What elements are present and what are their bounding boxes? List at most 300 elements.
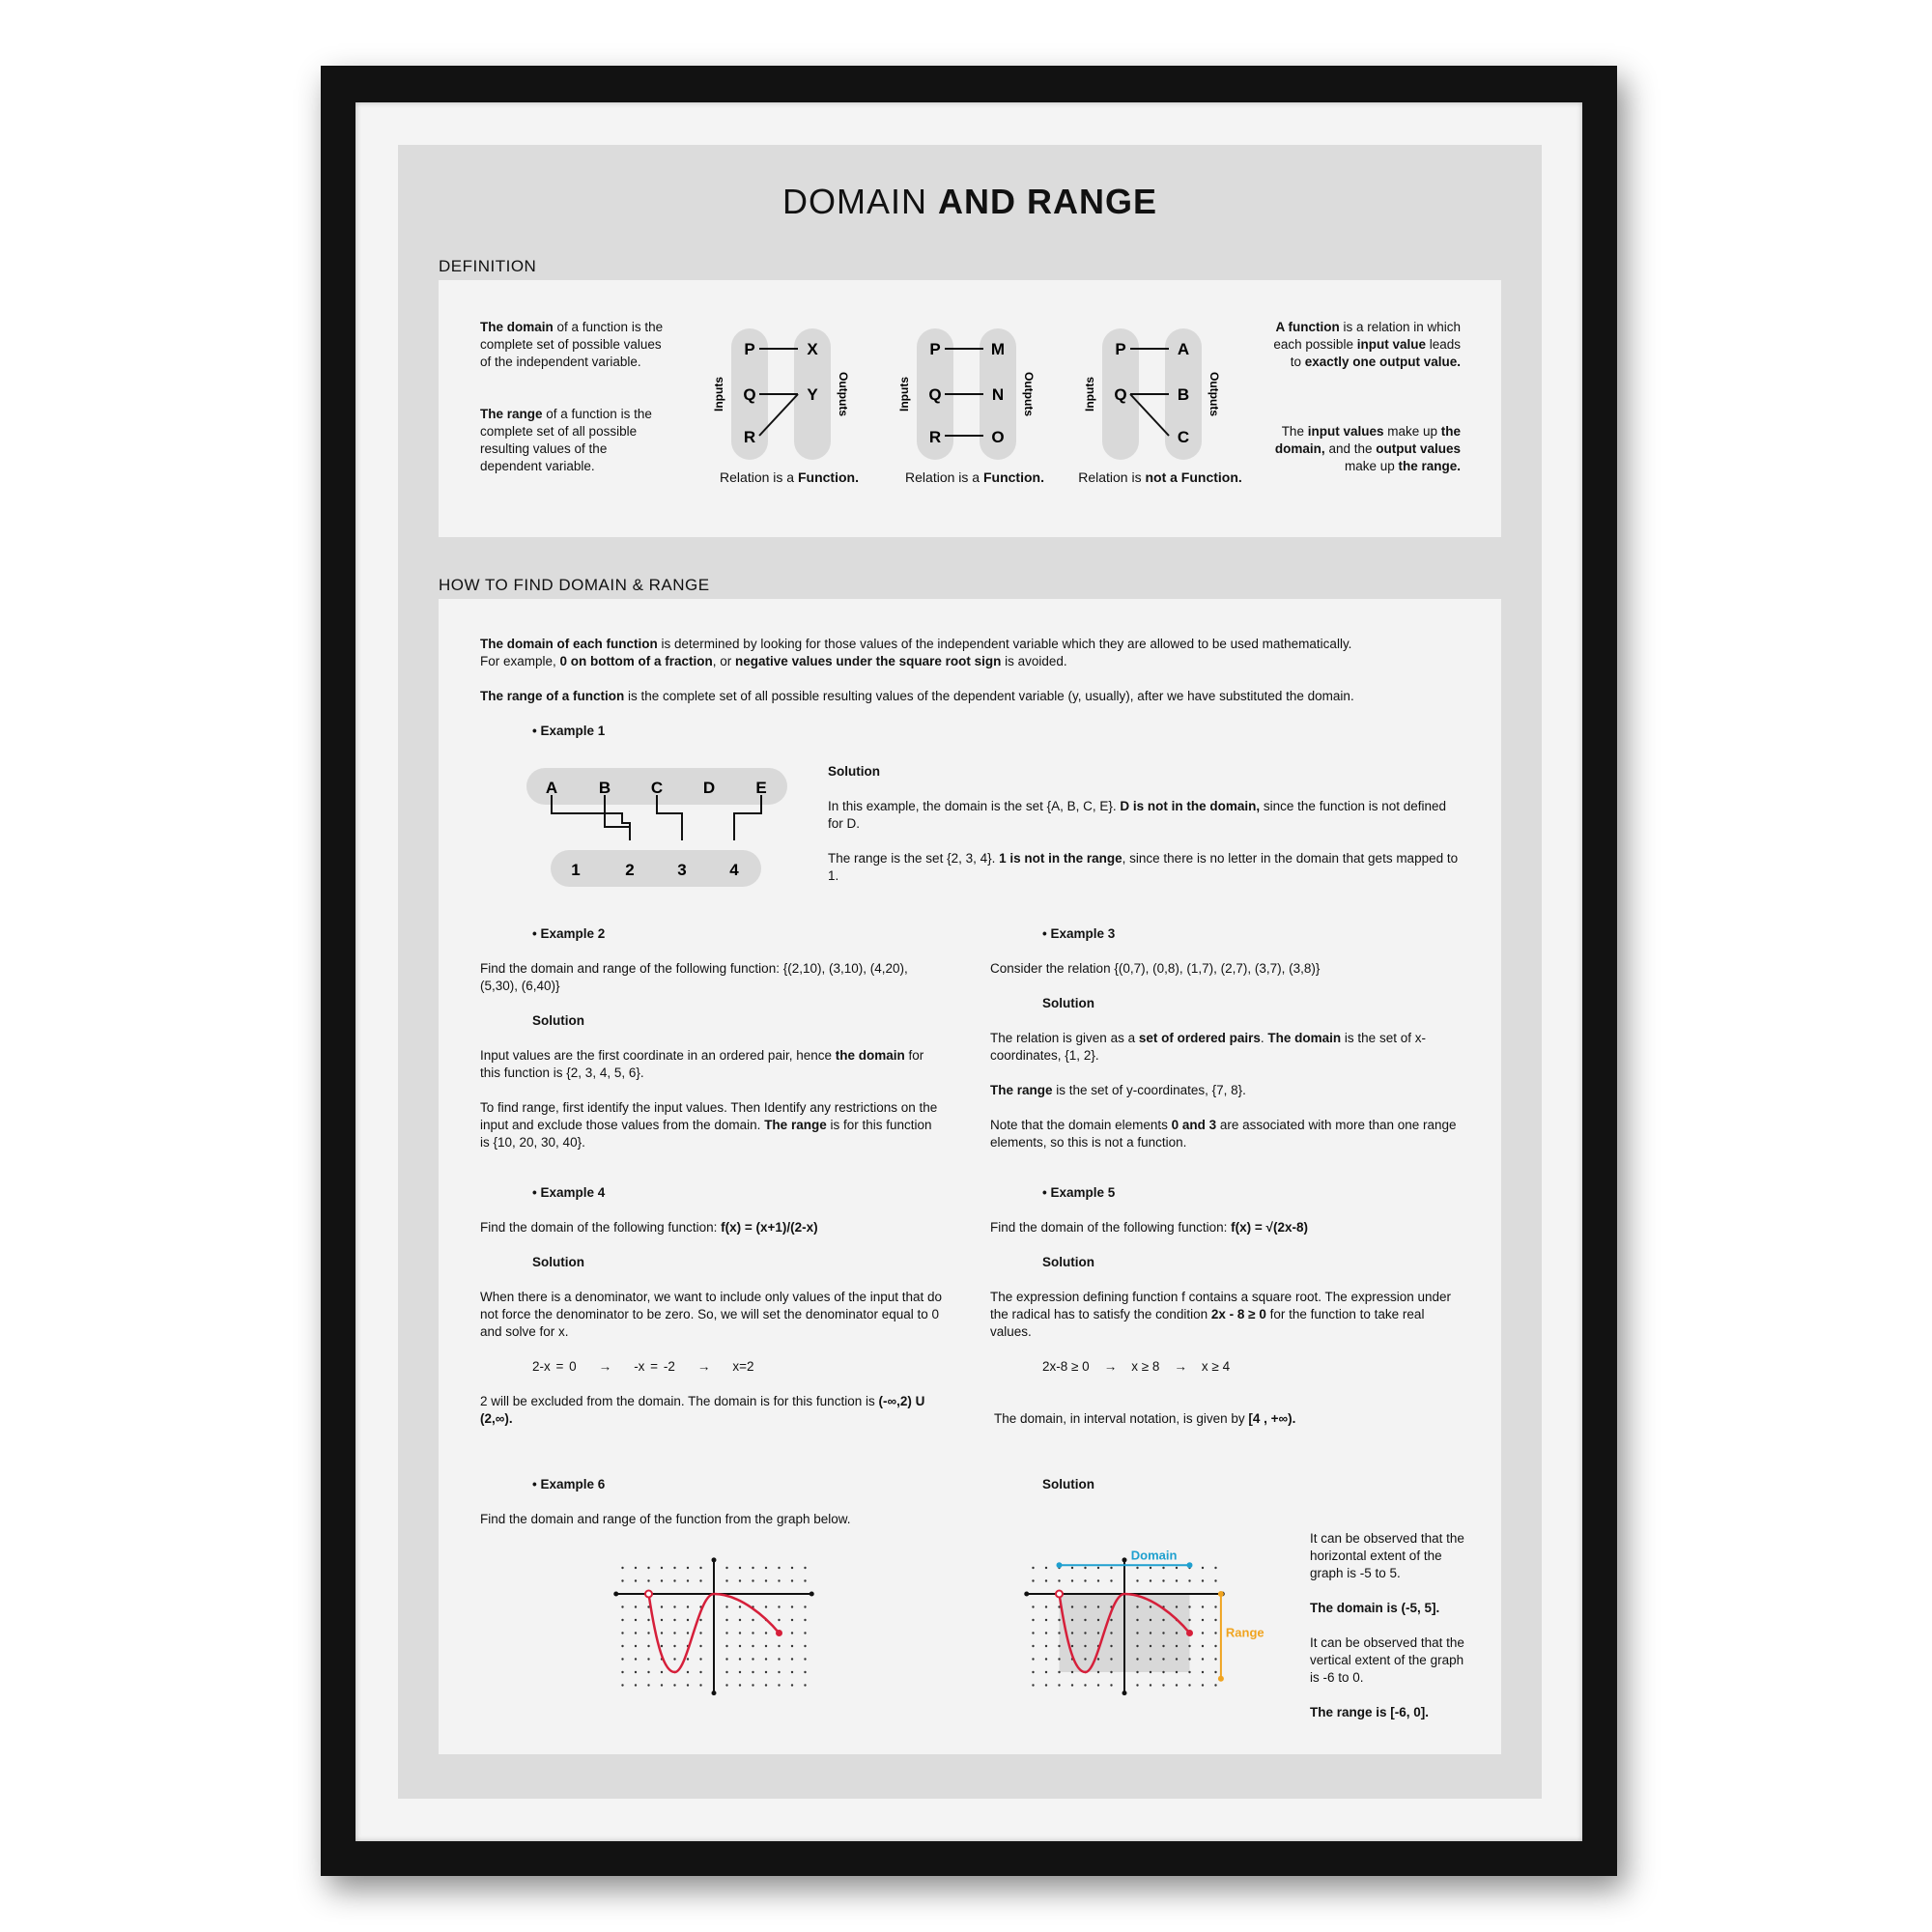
closed-endpoint bbox=[776, 1630, 782, 1636]
grid-dot bbox=[687, 1567, 689, 1569]
grid-dot bbox=[1214, 1671, 1216, 1673]
ex1-letter-c: C bbox=[650, 779, 664, 797]
example-5-solution-p2: The domain, in interval notation, is given by [4 , +∞). bbox=[994, 1411, 1296, 1426]
grid-dot bbox=[1032, 1658, 1034, 1660]
grid-dot bbox=[725, 1619, 727, 1621]
grid-dot bbox=[1150, 1605, 1151, 1607]
example-2-question: Find the domain and range of the following function: {(2,10), (3,10), (4,20), (5,30), (6,40)} bbox=[480, 961, 908, 993]
grid-dot bbox=[635, 1645, 637, 1647]
domain-label: Domain bbox=[1130, 1548, 1178, 1563]
grid-dot bbox=[778, 1658, 780, 1660]
domain-endpoint bbox=[1187, 1562, 1193, 1568]
grid-dot bbox=[699, 1567, 701, 1569]
example-5-label: • Example 5 bbox=[1042, 1185, 1116, 1200]
d3-outputs-label: Outputs bbox=[1208, 372, 1221, 416]
grid-dot bbox=[1150, 1671, 1151, 1673]
grid-dot bbox=[765, 1671, 767, 1673]
grid-dot bbox=[1176, 1684, 1178, 1686]
grid-dot bbox=[661, 1671, 663, 1673]
grid-dot bbox=[1136, 1567, 1138, 1569]
grid-dot bbox=[1084, 1619, 1086, 1621]
ex1-number-2: 2 bbox=[625, 861, 635, 879]
ex1-number-1: 1 bbox=[571, 861, 581, 879]
grid-dot bbox=[687, 1605, 689, 1607]
grid-dot bbox=[1150, 1632, 1151, 1634]
example-5-steps: 2x-8 ≥ 0 → x ≥ 8 → x ≥ 4 bbox=[1042, 1359, 1231, 1374]
grid-dot bbox=[661, 1619, 663, 1621]
grid-dot bbox=[1162, 1632, 1164, 1634]
d3-caption: Relation is not a Function. bbox=[1078, 469, 1242, 485]
example-3-solution-label: Solution bbox=[1042, 996, 1094, 1010]
grid-dot bbox=[752, 1684, 753, 1686]
grid-dot bbox=[1202, 1605, 1204, 1607]
grid-dot bbox=[635, 1605, 637, 1607]
input-output-note: The input values make up the domain, and the output values make up the range. bbox=[1274, 424, 1461, 473]
example-3-label: • Example 3 bbox=[1042, 926, 1116, 941]
range-endpoint bbox=[1218, 1676, 1224, 1682]
grid-dot bbox=[1162, 1684, 1164, 1686]
example-4-question: Find the domain of the following function: f(x) = (x+1)/(2-x) bbox=[480, 1220, 818, 1235]
grid-dot bbox=[752, 1658, 753, 1660]
grid-dot bbox=[1097, 1632, 1099, 1634]
range-endpoint bbox=[1218, 1591, 1224, 1597]
grid-dot bbox=[804, 1684, 806, 1686]
grid-dot bbox=[635, 1671, 637, 1673]
grid-dot bbox=[647, 1658, 649, 1660]
grid-dot bbox=[1110, 1671, 1112, 1673]
example-3-solution-p3: Note that the domain elements 0 and 3 are associated with more than one range elements, so this is not a function. bbox=[990, 1118, 1457, 1150]
grid-dot bbox=[661, 1645, 663, 1647]
example-4-steps: 2-x = 0 → -x = -2 → x=2 bbox=[532, 1359, 754, 1374]
grid-dot bbox=[1150, 1619, 1151, 1621]
grid-dot bbox=[739, 1605, 741, 1607]
grid-dot bbox=[1150, 1567, 1151, 1569]
d3-input-0: P bbox=[1115, 340, 1126, 358]
grid-dot bbox=[1162, 1671, 1164, 1673]
grid-dot bbox=[1097, 1684, 1099, 1686]
d2-output-1: N bbox=[991, 385, 1005, 404]
example-1-label: • Example 1 bbox=[532, 724, 606, 738]
d1-output-0: X bbox=[807, 340, 818, 358]
grid-dot bbox=[791, 1619, 793, 1621]
closed-endpoint bbox=[1186, 1630, 1193, 1636]
grid-dot bbox=[1176, 1645, 1178, 1647]
grid-dot bbox=[1214, 1605, 1216, 1607]
grid-dot bbox=[1176, 1632, 1178, 1634]
grid-dot bbox=[621, 1605, 623, 1607]
grid-dot bbox=[1136, 1619, 1138, 1621]
grid-dot bbox=[1084, 1658, 1086, 1660]
poster bbox=[398, 145, 1542, 1799]
x-axis-end bbox=[810, 1592, 814, 1597]
y-axis-end bbox=[712, 1557, 717, 1562]
grid-dot bbox=[765, 1645, 767, 1647]
grid-dot bbox=[725, 1579, 727, 1581]
grid-dot bbox=[1058, 1619, 1060, 1621]
example-6-graph bbox=[583, 1526, 854, 1729]
example-6-solution-label: Solution bbox=[1042, 1477, 1094, 1492]
grid-dot bbox=[791, 1567, 793, 1569]
example-6-solution-p4: The range is [-6, 0]. bbox=[1310, 1705, 1430, 1719]
grid-dot bbox=[1150, 1658, 1151, 1660]
example-6-question: Find the domain and range of the function from the graph below. bbox=[480, 1512, 851, 1526]
grid-dot bbox=[1032, 1684, 1034, 1686]
grid-dot bbox=[673, 1684, 675, 1686]
example-2-solution-label: Solution bbox=[532, 1013, 584, 1028]
grid-dot bbox=[739, 1567, 741, 1569]
grid-dot bbox=[1097, 1619, 1099, 1621]
grid-dot bbox=[1110, 1619, 1112, 1621]
grid-dot bbox=[1045, 1671, 1047, 1673]
grid-dot bbox=[647, 1632, 649, 1634]
grid-dot bbox=[765, 1632, 767, 1634]
example-2-solution-p2: To find range, first identify the input values. Then Identify any restrictions on the input and exclude those values from the domain. The range is for this function is {10, 20, 30, 40}. bbox=[480, 1100, 938, 1150]
function-definition: A function is a relation in which each possible input value leads to exactly one output value. bbox=[1273, 320, 1461, 369]
grid-dot bbox=[1214, 1645, 1216, 1647]
grid-dot bbox=[1032, 1632, 1034, 1634]
poster-title: DOMAIN AND RANGE bbox=[781, 182, 1158, 221]
d3-output-0: A bbox=[1177, 340, 1190, 358]
grid-dot bbox=[739, 1684, 741, 1686]
grid-dot bbox=[635, 1619, 637, 1621]
grid-dot bbox=[1188, 1645, 1190, 1647]
grid-dot bbox=[1162, 1658, 1164, 1660]
grid-dot bbox=[752, 1645, 753, 1647]
grid-dot bbox=[804, 1658, 806, 1660]
grid-dot bbox=[699, 1579, 701, 1581]
d3-input-1: Q bbox=[1114, 385, 1127, 404]
grid-dot bbox=[647, 1619, 649, 1621]
intro-domain: The domain of each function is determined by looking for those values of the independent variable which they are allowed to be used mathematically. For example, 0 on bottom of a fraction, or negative values under the square root sign is avoided. bbox=[480, 637, 1352, 668]
grid-dot bbox=[1097, 1579, 1099, 1581]
grid-dot bbox=[1188, 1684, 1190, 1686]
grid-dot bbox=[635, 1567, 637, 1569]
grid-dot bbox=[725, 1658, 727, 1660]
d2-input-2: R bbox=[928, 428, 942, 446]
grid-dot bbox=[673, 1579, 675, 1581]
example-4-label: • Example 4 bbox=[532, 1185, 606, 1200]
grid-dot bbox=[778, 1671, 780, 1673]
grid-dot bbox=[687, 1632, 689, 1634]
grid-dot bbox=[725, 1671, 727, 1673]
domain-definition: The domain of a function is the complete set of possible values of the independent variable. bbox=[480, 320, 664, 369]
grid-dot bbox=[635, 1579, 637, 1581]
grid-dot bbox=[1162, 1619, 1164, 1621]
d2-input-0: P bbox=[929, 340, 941, 358]
grid-dot bbox=[725, 1567, 727, 1569]
y-axis-end bbox=[1122, 1690, 1127, 1695]
grid-dot bbox=[765, 1684, 767, 1686]
grid-dot bbox=[1032, 1645, 1034, 1647]
grid-dot bbox=[725, 1645, 727, 1647]
grid-dot bbox=[661, 1579, 663, 1581]
grid-dot bbox=[699, 1671, 701, 1673]
grid-dot bbox=[699, 1658, 701, 1660]
d2-output-0: M bbox=[990, 340, 1006, 358]
grid-dot bbox=[1084, 1579, 1086, 1581]
grid-dot bbox=[1110, 1579, 1112, 1581]
open-endpoint bbox=[1056, 1591, 1063, 1598]
grid-dot bbox=[1032, 1567, 1034, 1569]
grid-dot bbox=[1188, 1605, 1190, 1607]
example-3-question: Consider the relation {(0,7), (0,8), (1,7), (2,7), (3,7), (3,8)} bbox=[990, 961, 1321, 976]
grid-dot bbox=[1045, 1579, 1047, 1581]
grid-dot bbox=[1071, 1567, 1073, 1569]
grid-dot bbox=[621, 1645, 623, 1647]
grid-dot bbox=[804, 1619, 806, 1621]
ex1-number-4: 4 bbox=[729, 861, 739, 879]
grid-dot bbox=[804, 1579, 806, 1581]
grid-dot bbox=[739, 1671, 741, 1673]
grid-dot bbox=[1071, 1684, 1073, 1686]
d3-output-2: C bbox=[1177, 428, 1190, 446]
ex1-number-3: 3 bbox=[677, 861, 687, 879]
grid-dot bbox=[687, 1684, 689, 1686]
grid-dot bbox=[1045, 1684, 1047, 1686]
grid-dot bbox=[791, 1645, 793, 1647]
grid-dot bbox=[621, 1658, 623, 1660]
d3-output-1: B bbox=[1177, 385, 1190, 404]
grid-dot bbox=[1188, 1671, 1190, 1673]
d2-inputs-label: Inputs bbox=[897, 377, 911, 412]
grid-dot bbox=[1032, 1619, 1034, 1621]
grid-dot bbox=[673, 1632, 675, 1634]
grid-dot bbox=[1058, 1684, 1060, 1686]
grid-dot bbox=[687, 1658, 689, 1660]
grid-dot bbox=[1162, 1579, 1164, 1581]
grid-dot bbox=[1214, 1567, 1216, 1569]
grid-dot bbox=[778, 1605, 780, 1607]
grid-dot bbox=[1214, 1658, 1216, 1660]
grid-dot bbox=[778, 1684, 780, 1686]
how-panel bbox=[439, 599, 1501, 1754]
grid-dot bbox=[1045, 1605, 1047, 1607]
grid-dot bbox=[1110, 1632, 1112, 1634]
d1-outputs-label: Outputs bbox=[837, 372, 850, 416]
grid-dot bbox=[635, 1632, 637, 1634]
grid-dot bbox=[1071, 1605, 1073, 1607]
example-6-label: • Example 6 bbox=[532, 1477, 606, 1492]
grid-dot bbox=[621, 1684, 623, 1686]
example-6-solution-p2: The domain is (-5, 5]. bbox=[1310, 1601, 1440, 1615]
grid-dot bbox=[791, 1605, 793, 1607]
d3-inputs-label: Inputs bbox=[1083, 377, 1096, 412]
grid-dot bbox=[1097, 1605, 1099, 1607]
grid-dot bbox=[673, 1658, 675, 1660]
grid-dot bbox=[1214, 1684, 1216, 1686]
grid-dot bbox=[1202, 1619, 1204, 1621]
grid-dot bbox=[1188, 1658, 1190, 1660]
grid-dot bbox=[778, 1619, 780, 1621]
d2-caption: Relation is a Function. bbox=[905, 469, 1044, 485]
d2-outputs-label: Outputs bbox=[1022, 372, 1036, 416]
y-axis-end bbox=[1122, 1557, 1127, 1562]
grid-dot bbox=[1150, 1645, 1151, 1647]
ex1-letter-b: B bbox=[598, 779, 611, 797]
grid-dot bbox=[752, 1632, 753, 1634]
grid-dot bbox=[765, 1658, 767, 1660]
grid-dot bbox=[1110, 1684, 1112, 1686]
grid-dot bbox=[1176, 1671, 1178, 1673]
grid-dot bbox=[1214, 1619, 1216, 1621]
grid-dot bbox=[739, 1658, 741, 1660]
grid-dot bbox=[1176, 1605, 1178, 1607]
grid-dot bbox=[804, 1645, 806, 1647]
grid-dot bbox=[673, 1645, 675, 1647]
grid-dot bbox=[804, 1605, 806, 1607]
open-endpoint bbox=[645, 1591, 652, 1598]
example-1-solution-p2: The range is the set {2, 3, 4}. 1 is not in the range, since there is no letter in the domain that gets mapped to 1. bbox=[828, 851, 1459, 883]
grid-dot bbox=[1214, 1579, 1216, 1581]
grid-dot bbox=[1045, 1632, 1047, 1634]
definition-heading: DEFINITION bbox=[439, 257, 537, 275]
grid-dot bbox=[1084, 1632, 1086, 1634]
grid-dot bbox=[687, 1619, 689, 1621]
grid-dot bbox=[673, 1567, 675, 1569]
example-3-solution-p2: The range is the set of y-coordinates, {7, 8}. bbox=[990, 1083, 1246, 1097]
grid-dot bbox=[752, 1619, 753, 1621]
grid-dot bbox=[791, 1658, 793, 1660]
grid-dot bbox=[635, 1658, 637, 1660]
domain-endpoint bbox=[1057, 1562, 1063, 1568]
grid-dot bbox=[752, 1579, 753, 1581]
intro-range: The range of a function is the complete set of all possible resulting values of the dependent variable (y, usually), after we have substituted the domain. bbox=[480, 689, 1354, 703]
grid-dot bbox=[661, 1684, 663, 1686]
grid-dot bbox=[1150, 1579, 1151, 1581]
grid-dot bbox=[1045, 1619, 1047, 1621]
grid-dot bbox=[699, 1684, 701, 1686]
grid-dot bbox=[1084, 1605, 1086, 1607]
grid-dot bbox=[1162, 1645, 1164, 1647]
grid-dot bbox=[1136, 1658, 1138, 1660]
example-4-solution-label: Solution bbox=[532, 1255, 584, 1269]
grid-dot bbox=[778, 1645, 780, 1647]
range-definition: The range of a function is the complete set of all possible resulting values of the dependent variable. bbox=[480, 407, 652, 473]
grid-dot bbox=[1150, 1684, 1151, 1686]
grid-dot bbox=[739, 1632, 741, 1634]
example-6-solution-p3: It can be observed that the vertical extent of the graph is -6 to 0. bbox=[1310, 1635, 1464, 1685]
example-2-solution-p1: Input values are the first coordinate in an ordered pair, hence the domain for this function is {2, 3, 4, 5, 6}. bbox=[480, 1048, 924, 1080]
grid-dot bbox=[791, 1579, 793, 1581]
grid-dot bbox=[791, 1684, 793, 1686]
example-1-mapping bbox=[522, 763, 802, 898]
grid-dot bbox=[1136, 1579, 1138, 1581]
grid-dot bbox=[1136, 1605, 1138, 1607]
grid-dot bbox=[647, 1645, 649, 1647]
definition-panel bbox=[439, 280, 1501, 537]
grid-dot bbox=[1176, 1658, 1178, 1660]
grid-dot bbox=[791, 1671, 793, 1673]
grid-dot bbox=[661, 1567, 663, 1569]
grid-dot bbox=[752, 1567, 753, 1569]
grid-dot bbox=[1058, 1632, 1060, 1634]
ex1-letter-a: A bbox=[545, 779, 558, 797]
example-1-solution-label: Solution bbox=[828, 764, 880, 779]
x-axis-end bbox=[613, 1592, 618, 1597]
grid-dot bbox=[1084, 1684, 1086, 1686]
grid-dot bbox=[739, 1645, 741, 1647]
grid-dot bbox=[1188, 1619, 1190, 1621]
example-1-solution-p1: In this example, the domain is the set {A, B, C, E}. D is not in the domain, since the function is not defined for D. bbox=[828, 799, 1447, 831]
d1-caption: Relation is a Function. bbox=[720, 469, 859, 485]
grid-dot bbox=[739, 1619, 741, 1621]
relation-diagram-3 bbox=[1068, 319, 1252, 493]
grid-dot bbox=[1045, 1658, 1047, 1660]
grid-dot bbox=[1058, 1579, 1060, 1581]
example-4-solution-p1: When there is a denominator, we want to include only values of the input that do not force the denominator to be zero. So, we will set the denominator equal to 0 and solve for x. bbox=[480, 1290, 943, 1339]
d1-inputs-label: Inputs bbox=[712, 377, 725, 412]
grid-dot bbox=[661, 1605, 663, 1607]
grid-dot bbox=[661, 1632, 663, 1634]
grid-dot bbox=[1084, 1567, 1086, 1569]
grid-dot bbox=[647, 1579, 649, 1581]
ex1-letter-e: E bbox=[755, 779, 767, 797]
grid-dot bbox=[1176, 1567, 1178, 1569]
grid-dot bbox=[647, 1567, 649, 1569]
example-5-solution-label: Solution bbox=[1042, 1255, 1094, 1269]
y-axis-end bbox=[712, 1690, 717, 1695]
grid-dot bbox=[791, 1632, 793, 1634]
grid-dot bbox=[1045, 1567, 1047, 1569]
range-label: Range bbox=[1225, 1625, 1264, 1640]
grid-dot bbox=[1097, 1658, 1099, 1660]
grid-dot bbox=[1202, 1632, 1204, 1634]
grid-dot bbox=[1188, 1579, 1190, 1581]
grid-dot bbox=[1136, 1684, 1138, 1686]
grid-dot bbox=[1071, 1579, 1073, 1581]
relation-diagram-2 bbox=[883, 319, 1066, 493]
grid-dot bbox=[1058, 1658, 1060, 1660]
grid-dot bbox=[804, 1671, 806, 1673]
grid-dot bbox=[647, 1684, 649, 1686]
grid-dot bbox=[1162, 1567, 1164, 1569]
grid-dot bbox=[1097, 1567, 1099, 1569]
grid-dot bbox=[1136, 1632, 1138, 1634]
grid-dot bbox=[1202, 1567, 1204, 1569]
grid-dot bbox=[1071, 1671, 1073, 1673]
grid-dot bbox=[739, 1579, 741, 1581]
grid-dot bbox=[1202, 1658, 1204, 1660]
grid-dot bbox=[804, 1632, 806, 1634]
grid-dot bbox=[1202, 1645, 1204, 1647]
grid-dot bbox=[1176, 1579, 1178, 1581]
grid-dot bbox=[765, 1579, 767, 1581]
grid-dot bbox=[778, 1567, 780, 1569]
grid-dot bbox=[1214, 1632, 1216, 1634]
grid-dot bbox=[699, 1645, 701, 1647]
example-5-question: Find the domain of the following function: f(x) = √(2x-8) bbox=[990, 1220, 1308, 1235]
grid-dot bbox=[1032, 1605, 1034, 1607]
grid-dot bbox=[1202, 1671, 1204, 1673]
grid-dot bbox=[1202, 1579, 1204, 1581]
grid-dot bbox=[1045, 1645, 1047, 1647]
grid-dot bbox=[1110, 1645, 1112, 1647]
d1-input-1: Q bbox=[743, 385, 756, 404]
x-axis-end bbox=[1024, 1592, 1029, 1597]
grid-dot bbox=[725, 1605, 727, 1607]
grid-dot bbox=[1071, 1619, 1073, 1621]
grid-dot bbox=[621, 1579, 623, 1581]
grid-dot bbox=[635, 1684, 637, 1686]
grid-dot bbox=[699, 1619, 701, 1621]
grid-dot bbox=[725, 1632, 727, 1634]
example-3-solution-p1: The relation is given as a set of ordered pairs. The domain is the set of x-coordinates, {1, 2}. bbox=[990, 1031, 1426, 1063]
example-2-label: • Example 2 bbox=[532, 926, 606, 941]
grid-dot bbox=[1097, 1671, 1099, 1673]
grid-dot bbox=[1071, 1632, 1073, 1634]
how-heading: HOW TO FIND DOMAIN & RANGE bbox=[439, 576, 710, 594]
ex1-letter-d: D bbox=[702, 779, 716, 797]
